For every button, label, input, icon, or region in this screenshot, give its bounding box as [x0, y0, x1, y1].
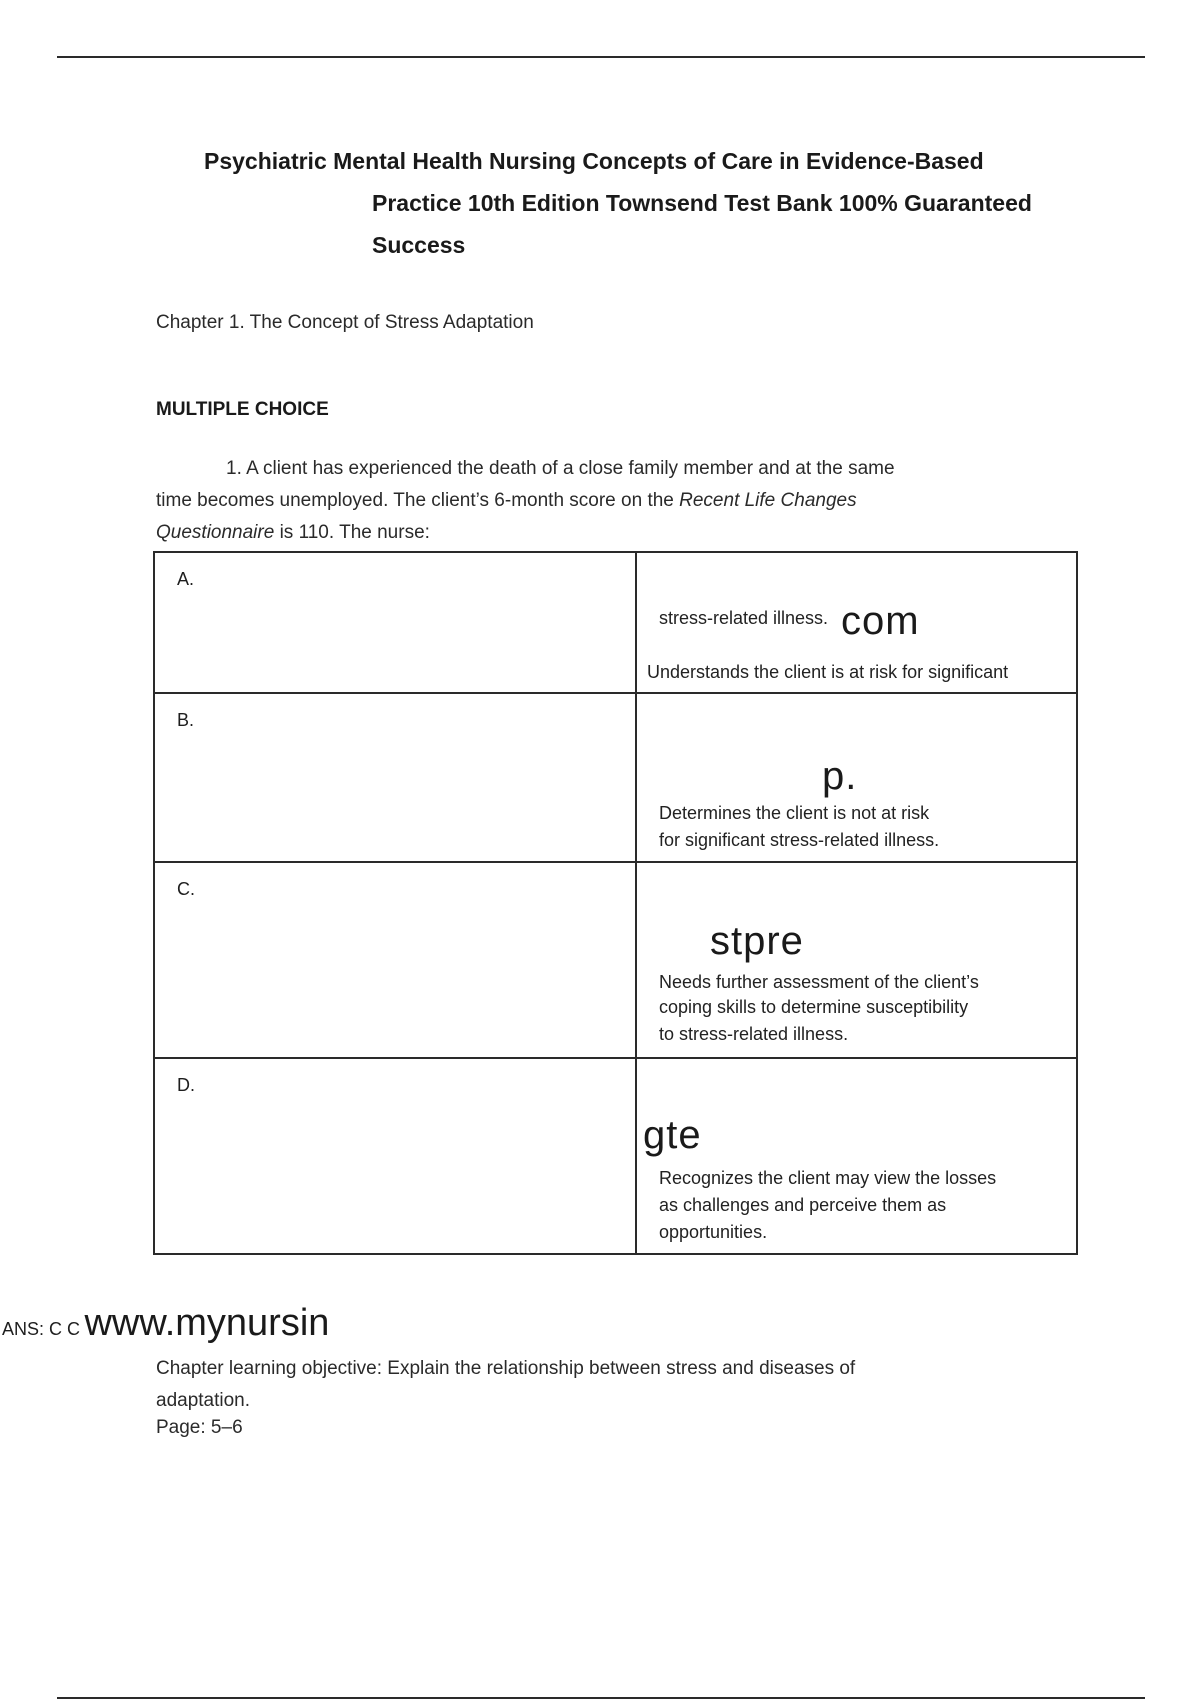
choice-c-line-3: to stress-related illness.	[659, 1024, 849, 1044]
choice-b-line-2: for significant stress-related illness.	[659, 830, 940, 850]
learning-objective-line-2: adaptation.	[156, 1390, 251, 1411]
document-title-line-2: Practice 10th Edition Townsend Test Bank 100% Guaranteed	[372, 190, 1032, 216]
question-line-2-text: time becomes unemployed. The client’s 6-month score on the	[156, 490, 674, 511]
question-line-3-text: is 110. The nurse:	[279, 522, 430, 543]
choice-a-line-2: Understands the client is at risk for significant	[647, 662, 1009, 682]
choice-d-line-2: as challenges and perceive them as	[659, 1195, 947, 1215]
answer-label: ANS: C C	[2, 1319, 81, 1339]
choice-letter-d: D.	[154, 1058, 636, 1254]
learning-objective	[156, 1353, 1056, 1417]
choice-a-line-1: stress-related illness.	[659, 608, 829, 628]
choice-letter-b: B.	[154, 693, 636, 862]
choice-c-watermark: stpre	[710, 919, 804, 963]
choice-a-watermark: com	[841, 599, 920, 643]
choice-c-line-2: coping skills to determine susceptibility	[659, 997, 969, 1017]
choice-b-line-1: Determines the client is not at risk	[659, 803, 930, 823]
choice-b-watermark: p.	[822, 754, 858, 798]
choice-d-line-3: opportunities.	[659, 1222, 768, 1242]
page-reference: Page: 5–6	[156, 1417, 243, 1438]
top-rule	[57, 56, 1145, 58]
choice-text-c	[636, 862, 1077, 1058]
choice-row-d	[154, 1058, 1077, 1254]
question-line-2	[156, 485, 1036, 517]
choice-row-a	[154, 552, 1077, 693]
choice-text-b	[636, 693, 1077, 862]
answer-choices-table	[153, 551, 1078, 1255]
choice-d-line-1: Recognizes the client may view the losses	[659, 1168, 997, 1188]
chapter-heading: Chapter 1. The Concept of Stress Adaptation	[156, 312, 534, 333]
choice-row-b	[154, 693, 1077, 862]
choice-letter-c: C.	[154, 862, 636, 1058]
answer-watermark: www.mynursin	[84, 1302, 330, 1344]
question-line-1: 1. A client has experienced the death of a close family member and at the same	[226, 458, 895, 479]
question-line-3	[156, 517, 1036, 549]
document-title-line-3: Success	[372, 232, 466, 258]
answer-line	[2, 1302, 329, 1345]
question-stem	[156, 453, 1036, 549]
document-title-line-1: Psychiatric Mental Health Nursing Concepts of Care in Evidence-Based	[204, 148, 984, 174]
choice-text-d	[636, 1058, 1077, 1254]
learning-objective-line-1: Chapter learning objective: Explain the relationship between stress and diseases of	[156, 1358, 856, 1379]
bottom-rule	[57, 1697, 1145, 1699]
section-heading: MULTIPLE CHOICE	[156, 399, 329, 420]
choice-d-watermark: gte	[643, 1113, 702, 1157]
choice-text-a	[636, 552, 1077, 693]
choice-c-line-1: Needs further assessment of the client’s	[659, 972, 979, 992]
question-line-2-italic: Recent Life Changes	[679, 490, 857, 511]
choice-row-c	[154, 862, 1077, 1058]
question-line-3-italic: Questionnaire	[156, 522, 275, 543]
choice-letter-a: A.	[154, 552, 636, 693]
